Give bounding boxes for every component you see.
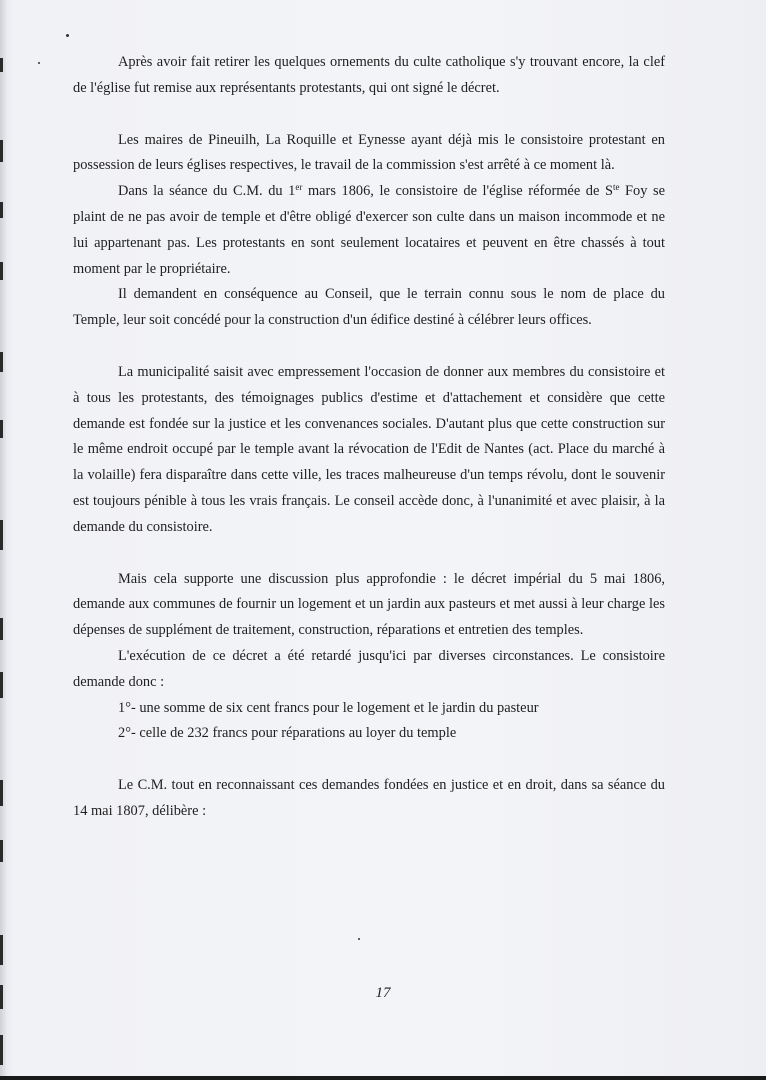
scan-edge-mark (0, 780, 3, 806)
scan-edge-mark (0, 262, 3, 280)
scan-edge-mark (0, 352, 3, 372)
scan-speck (66, 34, 69, 37)
scan-edge-mark (0, 520, 3, 550)
paragraph: Les maires de Pineuilh, La Roquille et Eynesse ayant déjà mis le consistoire protestant en possession de leurs églises respectives, le travail de la commission s'est arrêté à ce moment là. (73, 131, 665, 174)
paragraph: Dans la séance du C.M. du 1er mars 1806, le consistoire de l'église réformée de $S^{te}$ Foy se plaint de ne pas avoir de temple et d'être obligé d'exercer son culte dans un maison incommode et ne lui appartenant pas. Les protestants en sont seulement locataires et peuvent en être chassés à tout moment par le propriétaire. (73, 182, 665, 277)
paragraph: Après avoir fait retirer les quelques ornements du culte catholique s'y trouvant encore, la clef de l'église fut remise aux représentants protestants, qui ont signé le décret. (73, 54, 665, 96)
scan-bottom-edge (0, 1076, 766, 1080)
scan-edge-mark (0, 840, 3, 862)
scan-edge-mark (0, 420, 3, 438)
list-item: 1°- une somme de six cent francs pour le logement et le jardin du pasteur (118, 699, 539, 716)
document-body (73, 50, 665, 825)
list-item: 2°- celle de 232 francs pour réparations au loyer du temple (118, 725, 457, 742)
scan-edge-mark (0, 1035, 3, 1065)
scan-speck (38, 62, 40, 64)
scan-edge-mark (0, 618, 3, 640)
paragraph: Le C.M. tout en reconnaissant ces demandes fondées en justice et en droit, dans sa séance du 14 mai 1807, délibère : (73, 777, 665, 819)
superscript: te (612, 182, 620, 193)
scan-edge-mark (0, 140, 3, 162)
page-number: 17 (375, 985, 391, 1001)
paragraph: La municipalité saisit avec empressement l'occasion de donner aux membres du consistoire et à tous les protestants, des témoignages publics d'estime et d'attachement et considère que cette demande est fondée sur la justice et les convenances sociales. D'autant plus que cette construction sur le même endroit occupé par le temple avant la révocation de l'Edit de Nantes (act. Place du marché à la volaille) fera disparaître dans cette ville, les traces malheureuse d'un temps révolu, dont le souvenir est toujours pénible à tous les vrais français. Le conseil accède donc, à l'unanimité et avec plaisir, à la demande du consistoire. (73, 363, 665, 535)
scan-edge-mark (0, 202, 3, 218)
scan-edge-mark (0, 672, 3, 698)
paragraph: Il demandent en conséquence au Conseil, que le terrain connu sous le nom de place du Temple, leur soit concédé pour la construction d'un édifice destiné à célébrer leurs offices. (73, 286, 665, 329)
scan-edge-mark (0, 935, 3, 965)
scan-speck (358, 938, 360, 940)
paragraph: L'exécution de ce décret a été retardé jusqu'ici par diverses circonstances. Le consistoire demande donc : (73, 647, 665, 690)
scan-edge-mark (0, 58, 3, 72)
superscript: er (295, 182, 303, 193)
paragraph: Mais cela supporte une discussion plus approfondie : le décret impérial du 5 mai 1806, demande aux communes de fournir un logement et un jardin aux pasteurs et met aussi à leur charge les dépenses de supplément de traitement, construction, réparations et entretien des temples. (73, 570, 665, 639)
